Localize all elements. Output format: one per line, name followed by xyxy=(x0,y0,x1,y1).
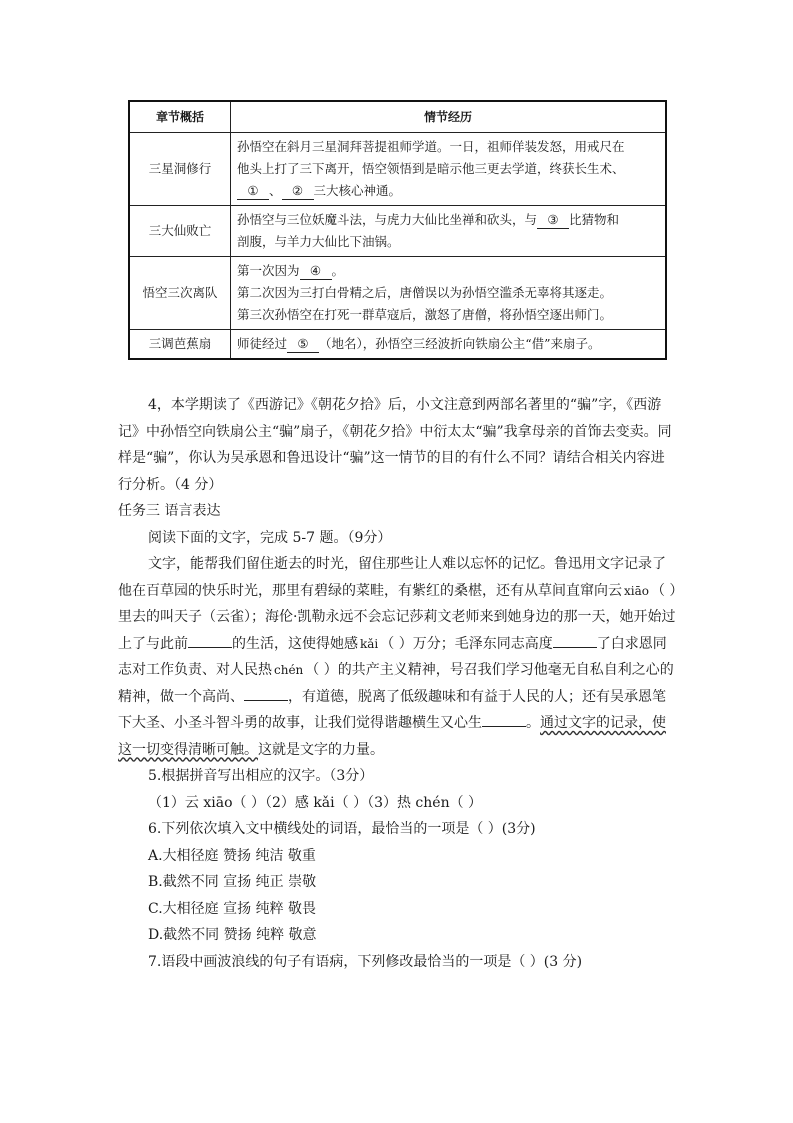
section-name: 悟空三次离队 xyxy=(129,257,231,330)
blank-4[interactable]: ④ xyxy=(300,263,332,280)
table-row xyxy=(129,206,666,257)
plot-text: 孙悟空与三位妖魔斗法，与虎力大仙比坐禅和砍头，与 ③ 比猜物和 剖腹，与羊力大仙比下油锅。 xyxy=(231,206,667,257)
plot-text: 第一次因为 ④ 。 第二次因为三打白骨精之后，唐僧误以为孙悟空滥杀无辜将其逐走。 第三次孙悟空在打死一群草寇后，激怒了唐僧，将孙悟空逐出师门。 xyxy=(231,257,667,330)
blank-5[interactable]: ⑤ xyxy=(287,336,319,353)
section-name: 三星洞修行 xyxy=(129,133,231,206)
section-name: 三调芭蕉扇 xyxy=(129,330,231,360)
blank-2[interactable]: ② xyxy=(282,183,314,200)
question-6-stem: 6.下列依次填入文中横线处的词语，最恰当的一项是（ ）(3分) xyxy=(148,821,536,837)
task-3-heading: 任务三 语言表达 xyxy=(118,503,221,519)
fill-line[interactable] xyxy=(553,635,597,648)
table-row xyxy=(129,330,666,360)
fill-line[interactable] xyxy=(244,688,288,701)
option-b: B.截然不同 宣扬 纯正 崇敬 xyxy=(148,874,317,890)
fill-line[interactable] xyxy=(188,635,232,648)
reading-passage: 文字，能帮我们留住逝去的时光，留住那些让人难以忘怀的记忆。鲁迅用文字记录了他在百草园的快乐时光，那里有碧绿的菜畦，有紫红的桑椹，还有从草间直窜向云 xiāo （ ）里去的叫天子（云雀）；海伦·凯勒永远不会忘记莎莉文老师来到她身边的那一天，她开始过上了与此前 的生活，这使得她感 kǎi （ ）万分；毛泽东同志高度 了白求恩同志对工作负责、对人民热 chén （ ）的共产主义精神，号召我们学习他毫无自私自利之心的精神，做一个高尚、 ，有道德，脱离了低级趣味和有益于人民的人；还有吴承恩笔下大圣、小圣斗智斗勇的故事，让我们觉得谐趣横生又心生 。通过文字的记录，使这一切变得清晰可触。这就是文字的力量。 xyxy=(118,556,677,758)
fill-line[interactable] xyxy=(482,714,526,727)
blank-1[interactable]: ① xyxy=(237,183,269,200)
table-header-row xyxy=(129,101,666,133)
header-plot: 情节经历 xyxy=(231,101,667,133)
questions-body xyxy=(118,392,678,975)
option-d: D.截然不同 赞扬 纯粹 敬意 xyxy=(148,927,317,943)
blank-3[interactable]: ③ xyxy=(537,212,569,229)
wavy-underlined-sentence: 通过文字的记录，使这一切变得清晰可触。 xyxy=(118,715,666,758)
header-chapter: 章节概括 xyxy=(129,101,231,133)
plot-summary-table xyxy=(128,100,667,360)
table-row xyxy=(129,133,666,206)
table-row xyxy=(129,257,666,330)
option-c: C.大相径庭 宣扬 纯粹 敬畏 xyxy=(148,900,317,917)
section-name: 三大仙败亡 xyxy=(129,206,231,257)
plot-text: 孙悟空在斜月三星洞拜菩提祖师学道。一日，祖师佯装发怒，用戒尺在 他头上打了三下离开，悟空领悟到是暗示他三更去学道，终获长生术、 ① 、 ② 三大核心神通。 xyxy=(231,133,667,206)
question-7-stem: 7.语段中画波浪线的句子有语病，下列修改最恰当的一项是（ ）(3 分) xyxy=(148,953,583,970)
question-5-stem: 5.根据拼音写出相应的汉字。（3分） xyxy=(148,768,374,784)
question-4: 4，本学期读了《西游记》《朝花夕拾》后，小文注意到两部名著里的“骗”字，《西游记》中孙悟空向铁扇公主“骗”扇子，《朝花夕拾》中衍太太“骗”我拿母亲的首饰去变卖。同样是“骗”，你认为吴承恩和鲁迅设计“骗”这一情节的目的有什么不同？请结合相关内容进行分析。（4 分） xyxy=(118,397,672,493)
question-5-items: （1）云 xiāo（ ）（2）感 kǎi（ ）（3）热 chén（ ） xyxy=(148,794,483,811)
reading-intro: 阅读下面的文字，完成 5-7 题。（9分） xyxy=(148,529,392,546)
plot-text: 师徒经过 ⑤ （地名），孙悟空三经波折向铁扇公主“借”来扇子。 xyxy=(231,330,667,360)
option-a: A.大相径庭 赞扬 纯洁 敬重 xyxy=(148,847,316,864)
